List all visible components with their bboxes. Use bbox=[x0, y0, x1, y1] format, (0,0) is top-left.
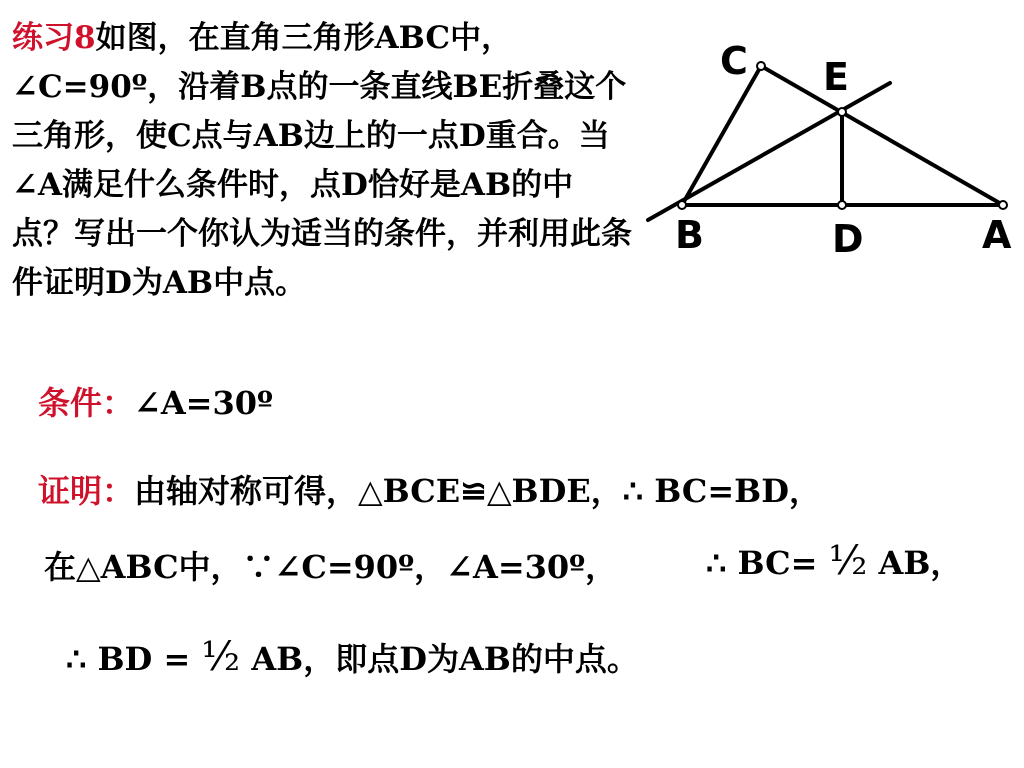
segment-bc bbox=[682, 66, 761, 205]
point-c bbox=[757, 62, 765, 70]
label-e: E bbox=[823, 55, 849, 99]
proof-line-2b bbox=[706, 538, 962, 584]
proof-line-1 bbox=[38, 466, 821, 512]
half-fraction: ½ bbox=[828, 538, 868, 584]
point-d bbox=[838, 201, 846, 209]
proof-line-2a bbox=[44, 542, 617, 588]
proof-text-3-pre: ∴ BD = bbox=[66, 640, 191, 678]
exercise-label: 练习8 bbox=[12, 20, 96, 56]
proof-text-2b-post: AB， bbox=[878, 544, 963, 582]
label-b: B bbox=[675, 213, 704, 257]
proof-label: 证明： bbox=[38, 472, 135, 510]
condition-label: 条件： bbox=[38, 384, 135, 422]
proof-text-2a: 在△ABC中，∵∠C=90º，∠A=30º， bbox=[44, 548, 618, 586]
proof-line-3 bbox=[66, 634, 639, 680]
proof-text-2b-pre: ∴ BC= bbox=[706, 544, 818, 582]
proof-text-3-post: AB，即点D为AB的中点。 bbox=[251, 640, 639, 678]
condition-value: ∠A=30º bbox=[134, 384, 273, 422]
label-d: D bbox=[832, 217, 864, 261]
problem-statement bbox=[12, 14, 632, 308]
point-a bbox=[999, 201, 1007, 209]
point-e bbox=[838, 108, 846, 116]
label-a: A bbox=[982, 213, 1012, 257]
proof-text-1: 由轴对称可得，△BCE≌△BDE，∴ BC=BD， bbox=[134, 472, 821, 510]
problem-text: 如图，在直角三角形ABC中，∠C=90º，沿着B点的一条直线BE折叠这个三角形，使C点与AB边上的一点D重合。当∠A满足什么条件时，点D恰好是AB的中点？写出一个你认为适当的条件，并利用此条件证明D为AB中点。 bbox=[12, 20, 632, 301]
triangle-figure bbox=[640, 40, 1020, 270]
condition-line bbox=[38, 378, 273, 424]
half-fraction-2: ½ bbox=[201, 634, 241, 680]
point-b bbox=[678, 201, 686, 209]
label-c: C bbox=[720, 40, 748, 83]
